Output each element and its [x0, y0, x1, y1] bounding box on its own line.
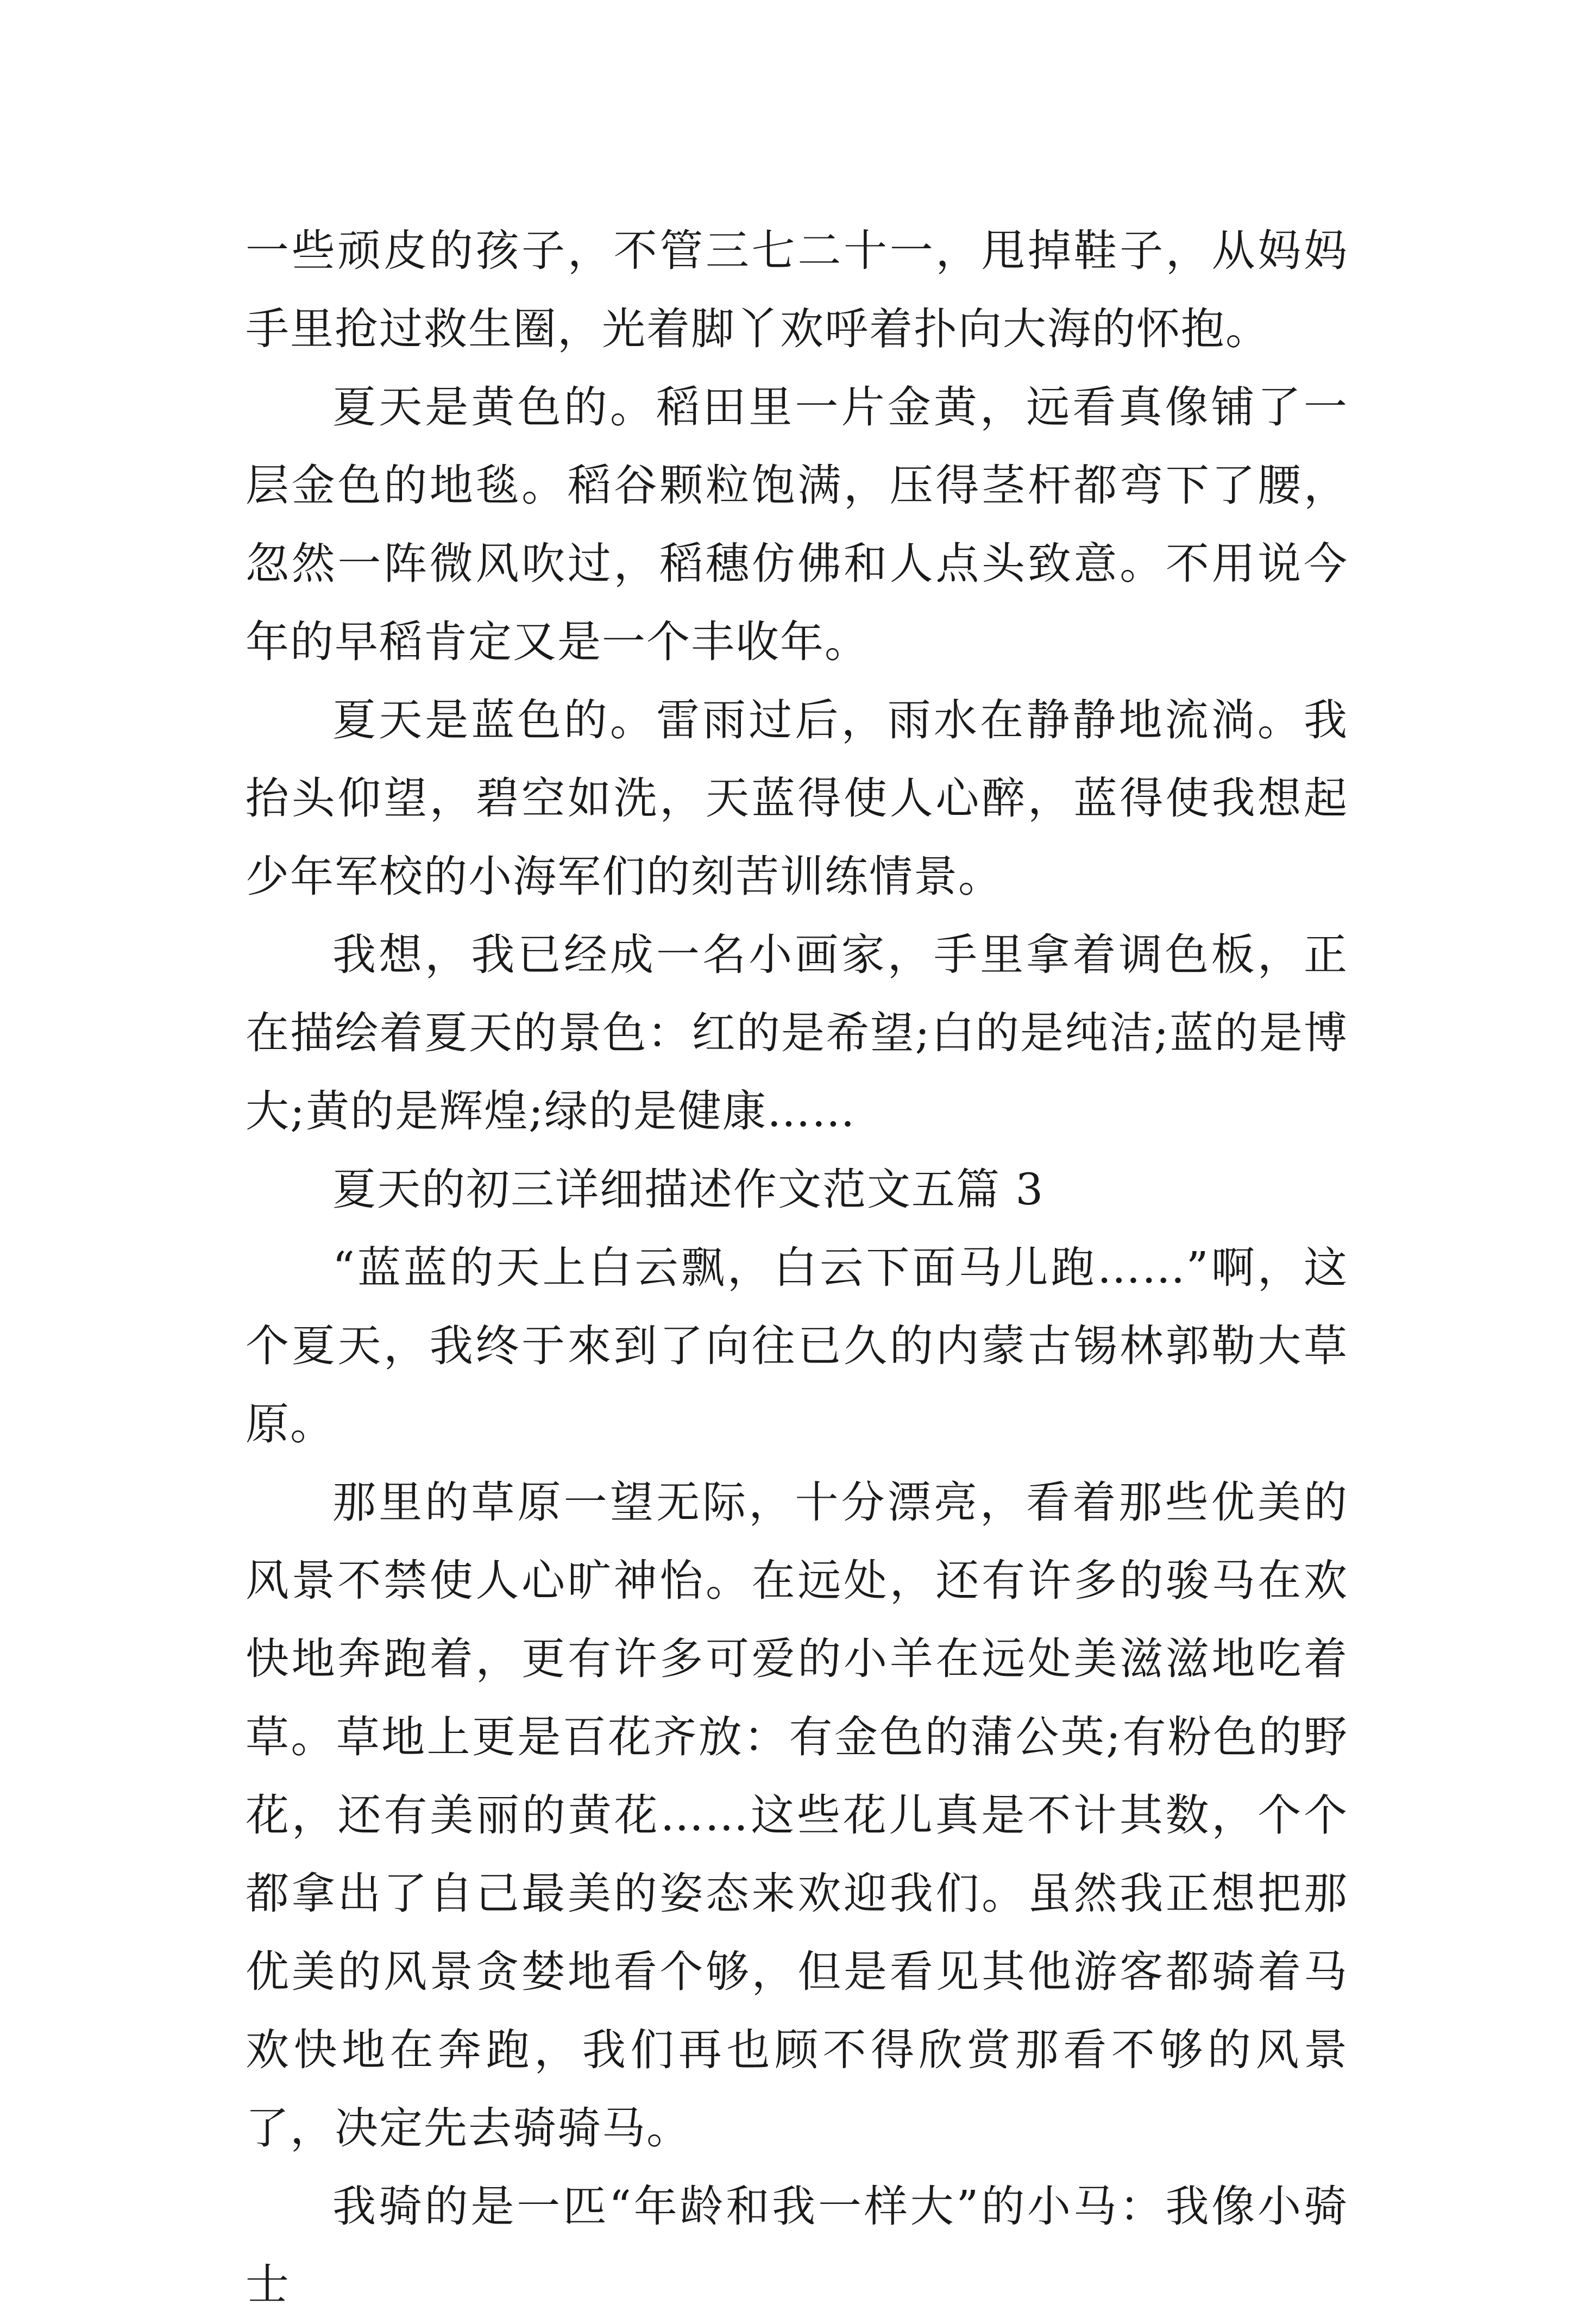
- section-heading: 夏天的初三详细描述作文范文五篇 3: [332, 1164, 1045, 1215]
- paragraph-6: 那里的草原一望无际，十分漂亮，看着那些优美的风景不禁使人心旷神怡。在远处，还有许多的骏马在欢快地奔跑着，更有许多可爱的小羊在远处美滋滋地吃着草。草地上更是百花齐放：有金色的蒲公英;有粉色的野花，还有美丽的黄花……这些花儿真是不计其数，个个都拿出了自己最美的姿态来欢迎我们。虽然我正想把那优美的风景贪婪地看个够，但是看见其他游客都骑着马欢快地在奔跑，我们再也顾不得欣赏那看不够的风景了，决定先去骑骑马。: [246, 1477, 1348, 2153]
- paragraph-2: 夏天是黄色的。稻田里一片金黄，远看真像铺了一层金色的地毯。稻谷颗粒饱满，压得茎杆都弯下了腰，忽然一阵微风吹过，稻穗仿佛和人点头致意。不用说今年的早稻肯定又是一个丰收年。: [246, 382, 1348, 667]
- paragraph-1: 一些顽皮的孩子，不管三七二十一，甩掉鞋子，从妈妈手里抢过救生圈，光着脚丫欢呼着扑向大海的怀抱。: [246, 225, 1348, 354]
- paragraph-5: “蓝蓝的天上白云飘，白云下面马儿跑……”啊，这个夏天，我终于來到了向往已久的内蒙古锡林郭勒大草原。: [246, 1242, 1348, 1449]
- paragraph-3: 夏天是蓝色的。雷雨过后，雨水在静静地流淌。我抬头仰望，碧空如洗，天蓝得使人心醉，蓝得使我想起少年军校的小海军们的刻苦训练情景。: [246, 695, 1348, 902]
- paragraph-7: 我骑的是一匹“年龄和我一样大”的小马：我像小骑士: [246, 2181, 1348, 2310]
- paragraph-4: 我想，我已经成一名小画家，手里拿着调色板，正在描绘着夏天的景色：红的是希望;白的是纯洁;蓝的是博大;黄的是辉煌;绿的是健康……: [246, 929, 1348, 1136]
- document-body: [246, 212, 1348, 2324]
